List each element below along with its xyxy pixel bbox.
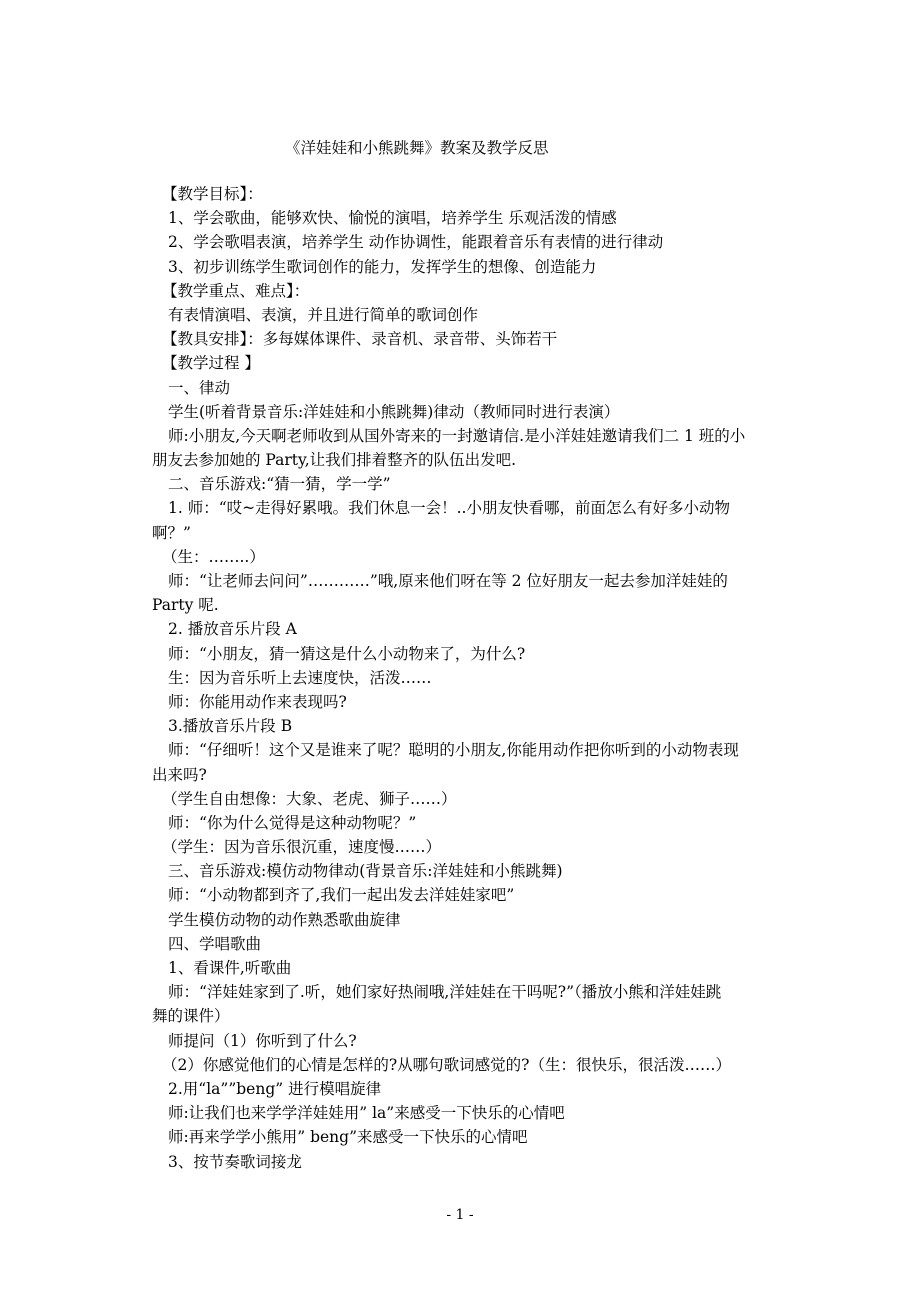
- text-line: 舞的课件）: [152, 1007, 230, 1026]
- text-line: 学生(听着背景音乐:洋娃娃和小熊跳舞)律动（教师同时进行表演）: [168, 402, 620, 421]
- text-line: （2）你感觉他们的心情是怎样的?从哪句歌词感觉的?（生：很快乐，很活泼……）: [162, 1055, 731, 1074]
- text-line: 师：“你为什么觉得是这种动物呢？”: [168, 813, 417, 832]
- text-line: 1、看课件,听歌曲: [168, 959, 292, 977]
- text-line: 出来吗?: [152, 765, 207, 784]
- text-line: 有表情演唱、表演，并且进行简单的歌词创作: [168, 305, 479, 324]
- text-line: 师：你能用动作来表现吗?: [168, 692, 347, 711]
- page-number: - 1 -: [446, 1207, 474, 1223]
- text-line: 【教学目标】：: [162, 185, 263, 203]
- text-line: 1. 师：“哎~走得好累哦。我们休息一会！..小朋友快看哪，前面怎么有好多小动物: [168, 499, 730, 518]
- text-line: 3、按节奏歌词接龙: [168, 1152, 302, 1171]
- text-line: 【教具安排】：多每媒体课件、录音机、录音带、头饰若干: [162, 330, 558, 349]
- text-line: （生：……..）: [162, 547, 265, 566]
- text-line: 师:让我们也来学学洋娃娃用” la”来感受一下快乐的心情吧: [168, 1104, 565, 1123]
- text-line: 一、律动: [168, 378, 231, 397]
- text-line: 3.播放音乐片段 B: [168, 717, 293, 736]
- text-line: 生：因为音乐听上去速度快，活泼……: [168, 668, 432, 687]
- document-title: 《洋娃娃和小熊跳舞》教案及教学反思: [285, 139, 549, 157]
- text-line: 师:再来学学小熊用” beng”来感受一下快乐的心情吧: [168, 1128, 528, 1147]
- document-body: [152, 182, 792, 1174]
- text-line: 【教学重点、难点】：: [162, 281, 310, 300]
- text-line: Party 呢.: [152, 596, 219, 615]
- text-line: 3、初步训练学生歌词创作的能力，发挥学生的想像、创造能力: [168, 257, 597, 276]
- text-line: 学生模仿动物的动作熟悉歌曲旋律: [168, 910, 401, 929]
- text-line: 二、音乐游戏:“猜一猜，学一学”: [168, 475, 391, 494]
- text-line: （学生自由想像：大象、老虎、狮子……）: [162, 789, 457, 808]
- text-line: 啊？”: [152, 523, 191, 542]
- text-line: 师：“仔细听！这个又是谁来了呢？聪明的小朋友,你能用动作把你听到的小动物表现: [168, 741, 739, 760]
- text-line: 2、学会歌唱表演，培养学生 动作协调性，能跟着音乐有表情的进行律动: [168, 233, 664, 252]
- text-line: 朋友去参加她的 Party,让我们排着整齐的队伍出发吧.: [152, 451, 517, 470]
- text-line: 2. 播放音乐片段 A: [168, 620, 297, 639]
- text-line: 1、学会歌曲，能够欢快、愉悦的演唱，培养学生 乐观活泼的情感: [168, 209, 617, 228]
- text-line: 【教学过程 】: [162, 354, 260, 373]
- text-line: 师:小朋友,今天啊老师收到从国外寄来的一封邀请信.是小洋娃娃邀请我们二 1 班的小: [168, 426, 746, 445]
- text-line: 师：“洋娃娃家到了.听，她们家好热闹哦,洋娃娃在干吗呢?”（播放小熊和洋娃娃跳: [168, 983, 722, 1002]
- text-line: 师：“小动物都到齐了,我们一起出发去洋娃娃家吧”: [168, 886, 515, 905]
- text-line: 师：“小朋友，猜一猜这是什么小动物来了，为什么?: [168, 644, 526, 663]
- text-line: 师：“让老师去问问”…………”哦,原来他们呀在等 2 位好朋友一起去参加洋娃娃的: [168, 572, 728, 590]
- text-line: （学生：因为音乐很沉重，速度慢……）: [162, 838, 442, 857]
- text-line: 四、学唱歌曲: [168, 934, 262, 953]
- text-line: 三、音乐游戏:模仿动物律动(背景音乐:洋娃娃和小熊跳舞): [168, 862, 563, 881]
- text-line: 师提问（1）你听到了什么?: [168, 1031, 357, 1050]
- text-line: 2.用“la””beng” 进行模唱旋律: [168, 1079, 382, 1098]
